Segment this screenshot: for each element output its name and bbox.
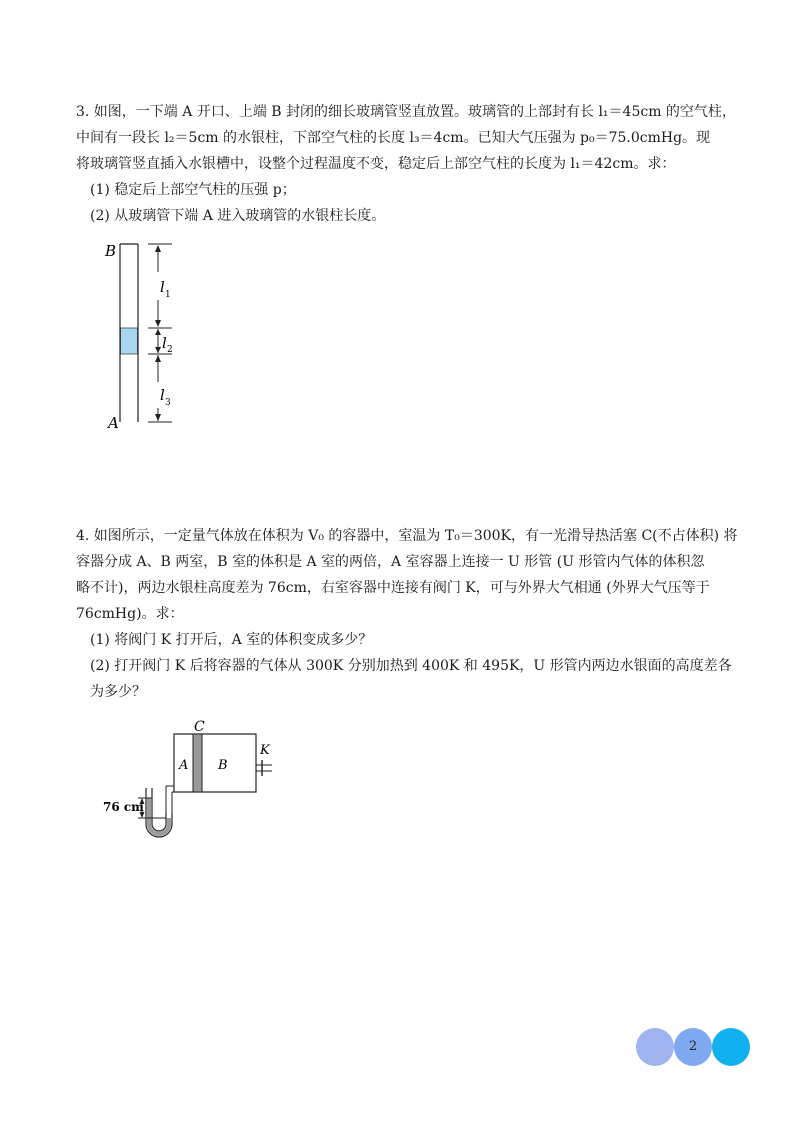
label-l2-sub: 2	[167, 345, 173, 355]
problem-4-question-2: (2) 打开阀门 K 后将容器的气体从 300K 分别加热到 400K 和 495K，U 形管内两边水银面的高度差各	[90, 658, 732, 674]
container-figure	[100, 714, 290, 858]
problem-3-line: 将玻璃管竖直插入水银槽中，设整个过程温度不变，稳定后上部空气柱的长度为 l₁＝42cm。求：	[76, 156, 676, 172]
arrow-down-icon	[155, 320, 161, 327]
arrow-up-icon	[155, 355, 161, 362]
label-l1-sub: 1	[165, 290, 171, 300]
arrow-up-icon	[155, 245, 161, 252]
label-b: B	[218, 758, 228, 773]
label-l1: l	[160, 278, 165, 296]
problem-4-line: 容器分成 A、B 两室，B 室的体积是 A 室的两倍，A 室容器上连接一 U 形管 (U 形管内气体的体积忽	[76, 554, 705, 570]
problem-3-line: 3. 如图，一下端 A 开口、上端 B 封闭的细长玻璃管竖直放置。玻璃管的上部封有长 l₁＝45cm 的空气柱，	[76, 104, 736, 120]
label-c: C	[194, 719, 205, 735]
label-k: K	[260, 743, 270, 758]
problem-3-question-2: (2) 从玻璃管下端 A 进入玻璃管的水银柱长度。	[90, 208, 386, 224]
problem-4-question-2-cont: 为多少？	[90, 684, 146, 700]
problem-4-question-1: (1) 将阀门 K 打开后，A 室的体积变成多少？	[90, 632, 373, 648]
arrow-down-icon	[155, 347, 161, 353]
label-b: B	[105, 242, 117, 260]
page-number-badge	[636, 1028, 754, 1068]
label-l3: l	[160, 386, 165, 404]
problem-3-question-1: (1) 稳定后上部空气柱的压强 p；	[90, 182, 296, 198]
problem-4-line: 76cmHg)。求：	[76, 606, 184, 622]
page-number: 2	[688, 1039, 698, 1054]
problem-4	[76, 523, 736, 705]
mercury-column	[121, 328, 138, 354]
label-76cm: 76 cm	[103, 800, 144, 814]
piston	[193, 734, 202, 792]
problem-3	[76, 99, 736, 229]
problem-4-line: 4. 如图所示，一定量气体放在体积为 V₀ 的容器中，室温为 T₀＝300K，有一光滑导热活塞 C(不占体积) 将	[76, 528, 738, 544]
arrow-down-icon	[155, 414, 161, 421]
decor-circle	[636, 1028, 674, 1066]
decor-circle	[712, 1028, 750, 1066]
label-l3-sub: 3	[165, 398, 171, 408]
u-tube-mercury	[147, 798, 171, 836]
problem-4-line: 略不计)，两边水银柱高度差为 76cm，右室容器中连接有阀门 K，可与外界大气相通 (外界大气压等于	[76, 580, 710, 596]
problem-3-line: 中间有一段长 l₂＝5cm 的水银柱，下部空气柱的长度 l₃＝4cm。已知大气压强为 p₀＝75.0cmHg。现	[76, 130, 711, 146]
arrow-up-icon	[155, 329, 161, 335]
label-a: A	[108, 414, 119, 432]
label-a: A	[179, 758, 189, 773]
u-tube-inner	[152, 788, 166, 831]
label-l2: l	[162, 334, 167, 352]
glass-tube-figure	[100, 236, 200, 440]
